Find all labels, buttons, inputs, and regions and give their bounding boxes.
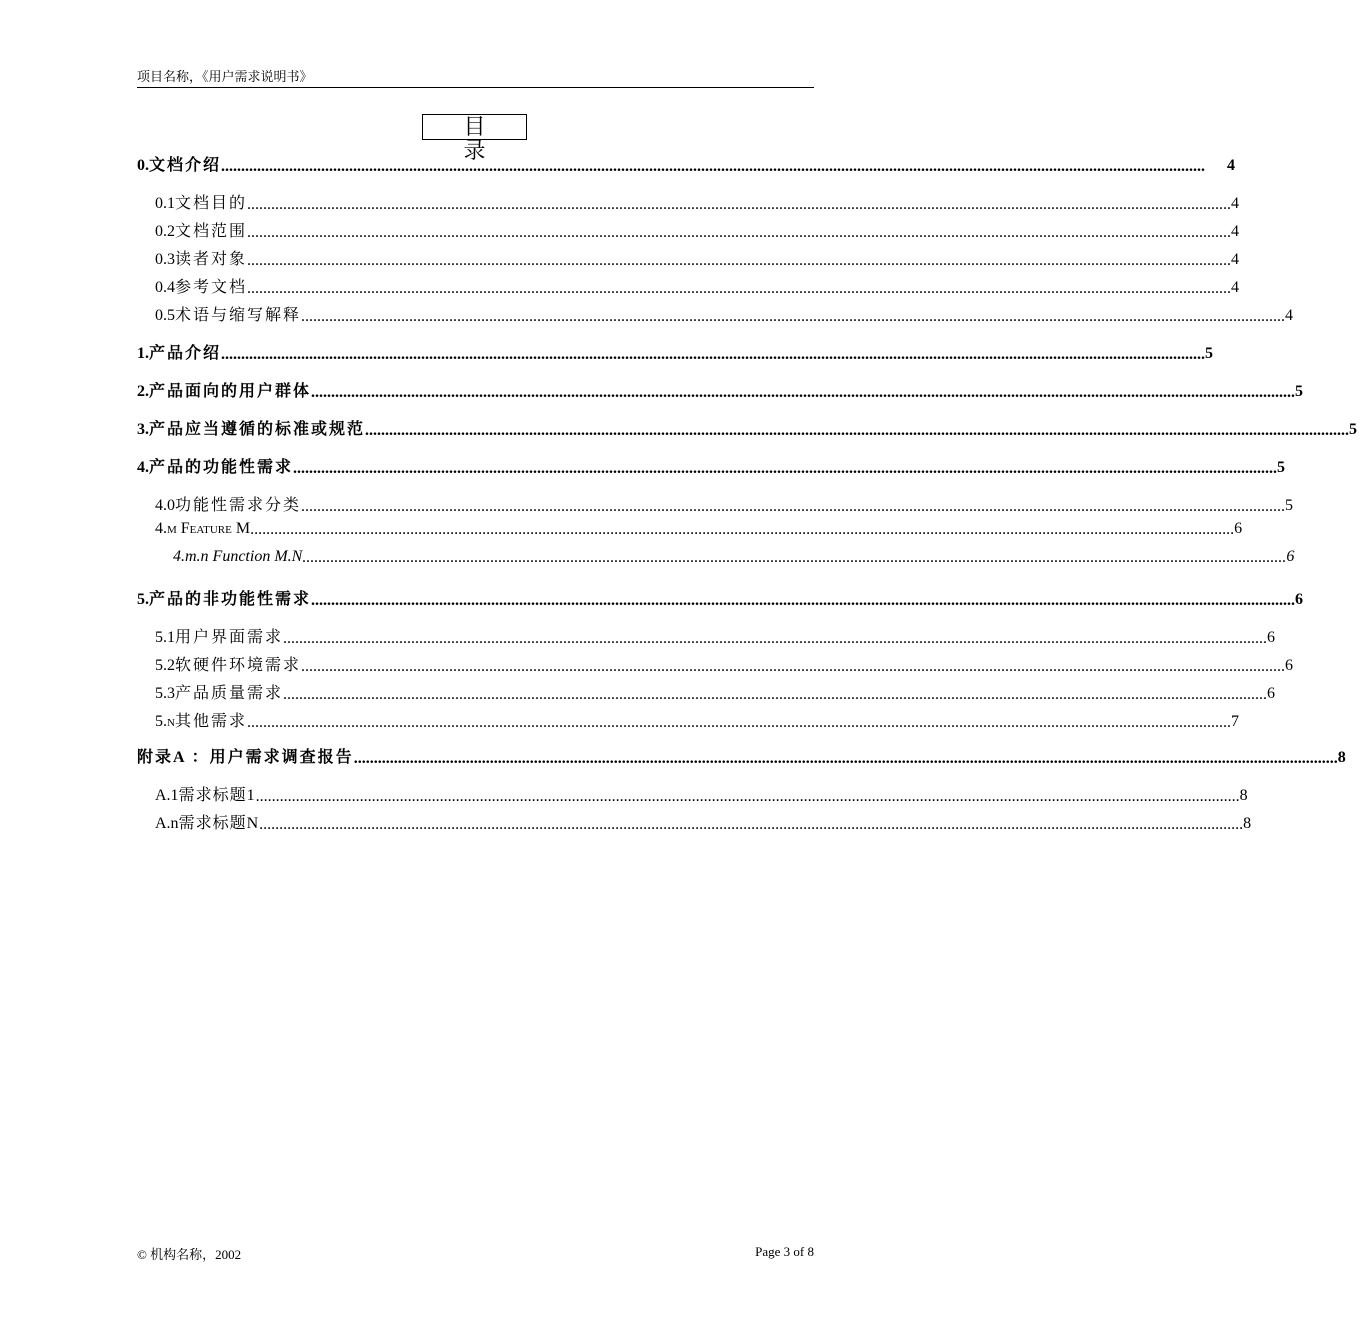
toc-entry-text: 产品质量需求 [175, 685, 284, 702]
toc-entry-text: 需求标题1 [178, 787, 256, 804]
toc-entry[interactable] [155, 190, 1240, 212]
toc-leader [259, 816, 1243, 835]
toc-entry-page: 6 [1234, 520, 1243, 537]
toc-entry[interactable] [155, 782, 1248, 804]
toc-leader [221, 158, 1205, 177]
toc-leader [247, 196, 1231, 215]
toc-entry[interactable] [155, 492, 1294, 514]
toc-entry-page: 4 [1231, 195, 1240, 212]
toc-entry[interactable] [155, 218, 1240, 240]
toc-entry-number: 5.n [155, 713, 175, 730]
page-header: 项目名称，《用户需求说明书》 [137, 66, 814, 88]
toc-entry-page: 4 [1231, 279, 1240, 296]
toc-entry-page: 6 [1286, 548, 1295, 565]
toc-entry-number: 0.5 [155, 307, 175, 324]
toc-entry[interactable] [155, 624, 1276, 646]
toc-entry-number: 5. [137, 591, 149, 608]
toc-entry-text: 文档范围 [175, 223, 248, 240]
toc-entry-text: 其他需求 [174, 713, 247, 730]
toc-entry-text: 文档目的 [175, 195, 248, 212]
toc-entry[interactable] [155, 246, 1240, 268]
toc-entry-number: 5.2 [155, 657, 175, 674]
toc-entry-number: 5.3 [155, 685, 175, 702]
toc-leader [256, 788, 1240, 807]
toc-entry-text: 产品面向的用户群体 [149, 383, 312, 400]
toc-leader [221, 346, 1205, 365]
toc-entry-text: 4.m.n Function M.N [173, 548, 303, 565]
toc-entry-number: A.1 [155, 787, 179, 804]
toc-entry-page: 8 [1239, 787, 1248, 804]
toc-leader [302, 549, 1286, 568]
toc-leader [247, 714, 1231, 733]
toc-entry-number: 0.2 [155, 223, 175, 240]
toc-entry[interactable] [137, 454, 1286, 476]
toc-leader [311, 592, 1295, 611]
toc-entry-number: 4.0 [155, 497, 175, 514]
toc-entry-page: 4 [1285, 307, 1294, 324]
toc-entry-page: 5 [1205, 345, 1214, 362]
toc-entry-number: 1. [137, 345, 149, 362]
toc-entry-text: 术语与缩写解释 [175, 307, 302, 324]
toc-entry-number: 4. [137, 459, 149, 476]
toc-leader [250, 521, 1234, 540]
toc-entry-text: 读者对象 [175, 251, 248, 268]
toc-entry[interactable] [137, 586, 1304, 608]
toc-leader [354, 750, 1338, 769]
toc-leader [247, 224, 1231, 243]
toc-leader [283, 686, 1267, 705]
toc-entry-text: 产品应当遵循的标准或规范 [149, 421, 366, 438]
footer-page-number: Page 3 of 8 [755, 1244, 814, 1259]
toc-leader [247, 280, 1231, 299]
toc-entry-text: 功能性需求分类 [175, 497, 302, 514]
toc-entry-page: 6 [1295, 591, 1304, 608]
toc-entry-page: 4 [1227, 157, 1236, 174]
toc-entry-text: 需求标题N [178, 815, 260, 832]
toc-entry-page: 4 [1231, 223, 1240, 240]
toc-leader [301, 658, 1285, 677]
toc-title: 目 录 [422, 114, 527, 140]
toc-entry-number: 0.4 [155, 279, 175, 296]
toc-entry-page: 8 [1243, 815, 1252, 832]
toc-entry[interactable] [155, 680, 1276, 702]
toc-entry-text: 用户界面需求 [175, 629, 284, 646]
toc-entry[interactable] [137, 378, 1304, 400]
toc-entry-page: 6 [1285, 657, 1294, 674]
toc-entry-number: 2. [137, 383, 149, 400]
toc-entry-text: 4.m Feature M [155, 520, 251, 537]
toc-entry[interactable] [155, 302, 1294, 324]
toc-entry[interactable] [137, 744, 1346, 766]
toc-entry-text: 文档介绍 [149, 157, 222, 174]
toc-leader [283, 630, 1267, 649]
toc-entry[interactable] [155, 810, 1252, 832]
toc-leader [247, 252, 1231, 271]
toc-leader [311, 384, 1295, 403]
toc-entry-number: 0.3 [155, 251, 175, 268]
toc-entry-page: 6 [1267, 685, 1276, 702]
toc-entry-number: 3. [137, 421, 149, 438]
toc-entry[interactable] [155, 652, 1294, 674]
toc-entry-text: 产品的功能性需求 [149, 459, 294, 476]
toc-leader [301, 308, 1285, 327]
toc-entry-page: 5 [1285, 497, 1294, 514]
toc-leader [293, 460, 1277, 479]
toc-entry[interactable] [137, 416, 1358, 438]
toc-entry-number: 5.1 [155, 629, 175, 646]
footer-copyright: © 机构名称，2002 [137, 1247, 242, 1262]
toc-entry-text: 附录A ：用户需求调查报告 [137, 749, 354, 766]
toc-entry-number: 0. [137, 157, 149, 174]
toc-entry-page: 5 [1295, 383, 1304, 400]
toc-entry[interactable] [155, 520, 1243, 542]
toc-entry[interactable] [173, 548, 1295, 570]
toc-entry-number: A.n [155, 815, 179, 832]
toc-entry-text: 软硬件环境需求 [175, 657, 302, 674]
toc-entry-page: 5 [1349, 421, 1358, 438]
toc-entry-page: 7 [1230, 713, 1239, 730]
toc-entry[interactable] [137, 340, 1214, 362]
toc-entry[interactable] [155, 708, 1239, 730]
toc-entry[interactable] [155, 274, 1240, 296]
toc-entry-text: 产品的非功能性需求 [149, 591, 312, 608]
toc-leader [365, 422, 1349, 441]
toc-entry-text: 产品介绍 [149, 345, 222, 362]
toc-entry-text: 参考文档 [175, 279, 248, 296]
toc-entry-page: 5 [1277, 459, 1286, 476]
toc-entry[interactable] [137, 152, 1238, 174]
toc-entry-page: 4 [1231, 251, 1240, 268]
toc-entry-number: 0.1 [155, 195, 175, 212]
toc-entry-page: 6 [1267, 629, 1276, 646]
toc-entry-page: 8 [1337, 749, 1346, 766]
toc-leader [301, 498, 1285, 517]
